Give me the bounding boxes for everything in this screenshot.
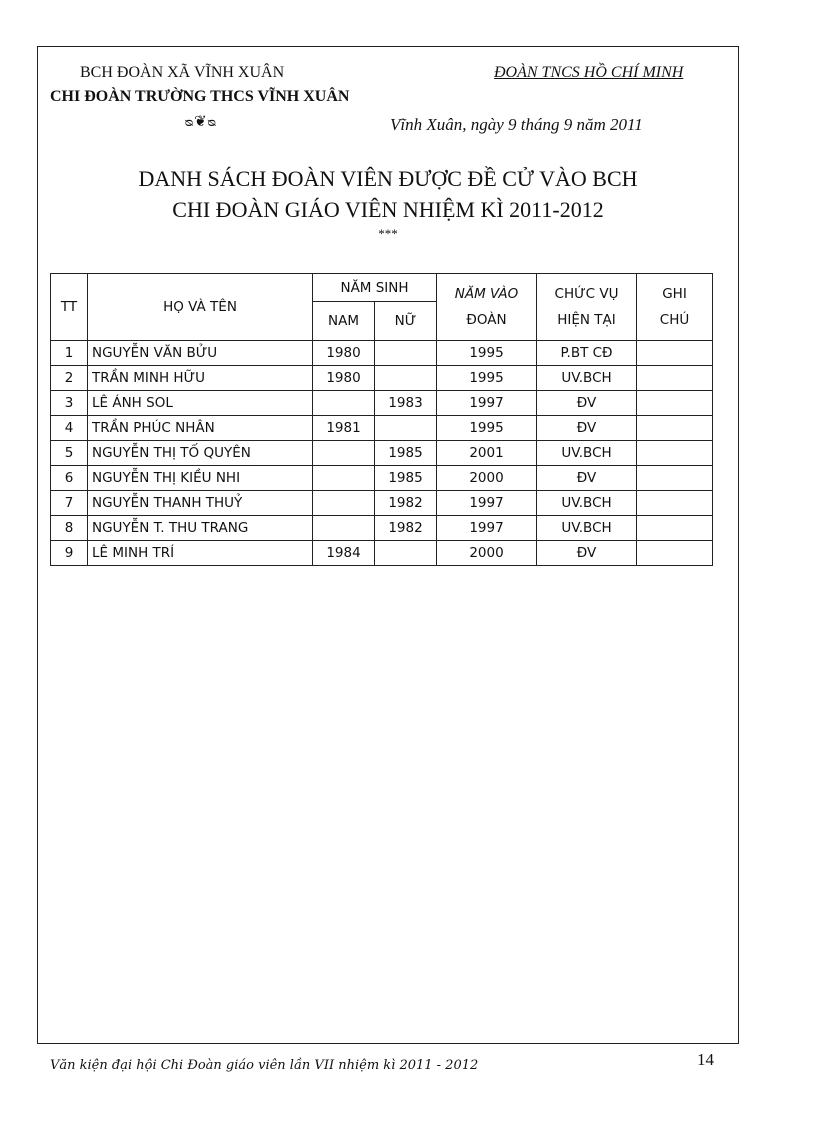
cell-nam [313, 516, 375, 541]
cell-nam [313, 491, 375, 516]
cell-nu: 1985 [375, 466, 437, 491]
table-row [51, 441, 713, 466]
cell-tt: 1 [51, 341, 88, 366]
header-ghi-chu-line2: CHÚ [659, 312, 690, 328]
cell-name: LÊ ÁNH SOL [88, 391, 313, 416]
cell-name: TRẦN PHÚC NHÂN [88, 416, 313, 441]
org-line-1: BCH ĐOÀN XÃ VĨNH XUÂN [80, 64, 285, 81]
cell-ghi-chu [637, 366, 713, 391]
header-name: HỌ VÀ TÊN [88, 274, 313, 341]
table-row [51, 491, 713, 516]
cell-vao: 2000 [437, 466, 537, 491]
header-nam-vao-line2: ĐOÀN [466, 312, 507, 328]
cell-chuc-vu: ĐV [537, 416, 637, 441]
cell-tt: 8 [51, 516, 88, 541]
cell-vao: 2001 [437, 441, 537, 466]
page-number: 14 [697, 1050, 714, 1069]
cell-chuc-vu: UV.BCH [537, 516, 637, 541]
cell-name: NGUYỄN VĂN BỬU [88, 341, 313, 366]
cell-nu: 1982 [375, 516, 437, 541]
cell-tt: 7 [51, 491, 88, 516]
cell-nam [313, 466, 375, 491]
cell-tt: 4 [51, 416, 88, 441]
cell-vao: 1995 [437, 341, 537, 366]
cell-vao: 1995 [437, 366, 537, 391]
cell-nam [313, 441, 375, 466]
cell-tt: 5 [51, 441, 88, 466]
cell-ghi-chu [637, 491, 713, 516]
table-row [51, 416, 713, 441]
cell-ghi-chu [637, 441, 713, 466]
member-table [50, 273, 713, 566]
cell-tt: 9 [51, 541, 88, 566]
cell-name: TRẦN MINH HỮU [88, 366, 313, 391]
cell-vao: 1995 [437, 416, 537, 441]
cell-chuc-vu: UV.BCH [537, 441, 637, 466]
cell-nu: 1985 [375, 441, 437, 466]
document-title-line-2: CHI ĐOÀN GIÁO VIÊN NHIỆM KÌ 2011-2012 [172, 197, 604, 222]
table-row [51, 341, 713, 366]
cell-chuc-vu: ĐV [537, 541, 637, 566]
page-footer: Văn kiện đại hội Chi Đoàn giáo viên lần VII nhiệm kì 2011 - 2012 [50, 1058, 479, 1073]
cell-nu: 1982 [375, 491, 437, 516]
title-separator: *** [378, 226, 398, 241]
cell-nam: 1984 [313, 541, 375, 566]
table-row [51, 366, 713, 391]
header-nam-vao-line1: NĂM VÀO [454, 286, 519, 302]
org-line-2: CHI ĐOÀN TRƯỜNG THCS VĨNH XUÂN [50, 88, 350, 105]
cell-ghi-chu [637, 416, 713, 441]
header-tt: TT [51, 274, 88, 341]
header-chuc-vu-line2: HIỆN TẠI [557, 312, 616, 328]
cell-ghi-chu [637, 466, 713, 491]
cell-nu [375, 366, 437, 391]
table-row [51, 466, 713, 491]
header-nam-sinh: NĂM SINH [313, 274, 437, 302]
document-date: Vĩnh Xuân, ngày 9 tháng 9 năm 2011 [390, 115, 643, 134]
cell-nam: 1980 [313, 366, 375, 391]
cell-vao: 1997 [437, 516, 537, 541]
cell-vao: 1997 [437, 391, 537, 416]
cell-name: NGUYỄN THANH THUỶ [88, 491, 313, 516]
cell-chuc-vu: UV.BCH [537, 491, 637, 516]
cell-nam: 1980 [313, 341, 375, 366]
cell-vao: 1997 [437, 491, 537, 516]
document-title-line-1: DANH SÁCH ĐOÀN VIÊN ĐƯỢC ĐỀ CỬ VÀO BCH [138, 166, 638, 191]
header-nam: NAM [313, 302, 375, 341]
header-ghi-chu-line1: GHI [662, 286, 687, 302]
cell-name: NGUYỄN THỊ TỐ QUYÊN [88, 441, 313, 466]
cell-tt: 6 [51, 466, 88, 491]
header-nam-vao-doan [437, 274, 537, 341]
header-nu: NỮ [375, 302, 437, 341]
cell-ghi-chu [637, 341, 713, 366]
motto: ĐOÀN TNCS HỒ CHÍ MINH [494, 64, 684, 81]
table-row [51, 541, 713, 566]
cell-nu [375, 416, 437, 441]
cell-chuc-vu: UV.BCH [537, 366, 637, 391]
cell-tt: 2 [51, 366, 88, 391]
cell-nu: 1983 [375, 391, 437, 416]
cell-ghi-chu [637, 516, 713, 541]
cell-name: NGUYỄN THỊ KIỀU NHI [88, 466, 313, 491]
cell-ghi-chu [637, 541, 713, 566]
table-row [51, 516, 713, 541]
cell-chuc-vu: ĐV [537, 391, 637, 416]
cell-ghi-chu [637, 391, 713, 416]
cell-nu [375, 341, 437, 366]
cell-name: LÊ MINH TRÍ [88, 541, 313, 566]
cell-name: NGUYỄN T. THU TRANG [88, 516, 313, 541]
table-row [51, 391, 713, 416]
cell-vao: 2000 [437, 541, 537, 566]
cell-chuc-vu: P.BT CĐ [537, 341, 637, 366]
header-ghi-chu [637, 274, 713, 341]
cell-nam [313, 391, 375, 416]
cell-nu [375, 541, 437, 566]
ornament-icon: ᴓ❦ᴓ [185, 114, 217, 130]
cell-chuc-vu: ĐV [537, 466, 637, 491]
header-chuc-vu [537, 274, 637, 341]
cell-nam: 1981 [313, 416, 375, 441]
cell-tt: 3 [51, 391, 88, 416]
header-chuc-vu-line1: CHỨC VỤ [554, 286, 619, 302]
